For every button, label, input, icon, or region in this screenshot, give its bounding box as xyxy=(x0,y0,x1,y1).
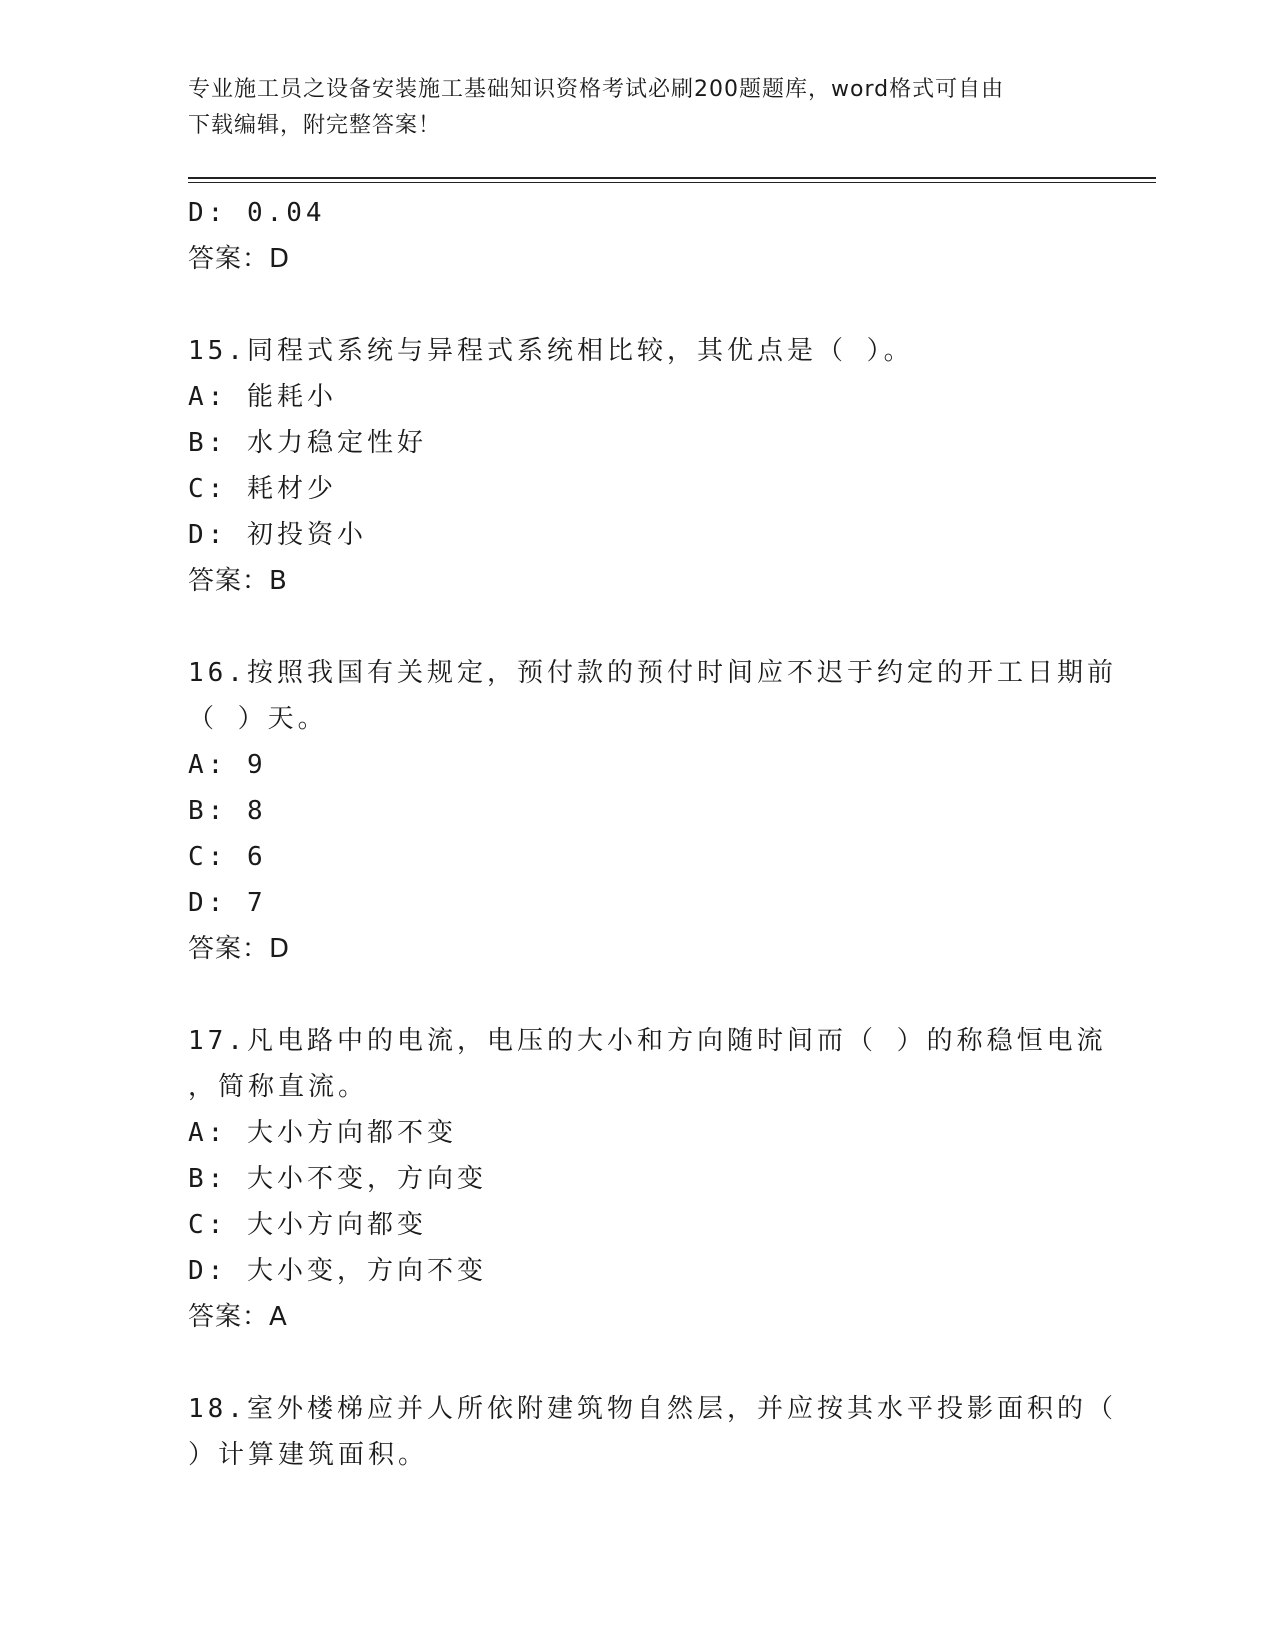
answer: 答案：B xyxy=(188,566,288,596)
option-a: A: 能耗小 xyxy=(188,382,337,412)
question-list xyxy=(188,190,1117,1478)
question-stem-line-2: （ ）天。 xyxy=(188,704,328,734)
option-b: B: 8 xyxy=(188,796,267,826)
option-a: A: 9 xyxy=(188,750,267,780)
document-header xyxy=(188,72,1078,144)
option-d: D: 7 xyxy=(188,888,267,918)
option-a: A: 大小方向都不变 xyxy=(188,1118,457,1148)
option-c: C: 6 xyxy=(188,842,267,872)
question-stem-line-2: ，简称直流。 xyxy=(188,1072,369,1102)
header-line-2: 下载编辑，附完整答案！ xyxy=(188,113,442,138)
option-d: D: 初投资小 xyxy=(188,520,367,550)
question-stem-line-1: 18.室外楼梯应并人所依附建筑物自然层，并应按其水平投影面积的（ xyxy=(188,1394,1117,1424)
option-d: D: 大小变，方向不变 xyxy=(188,1256,487,1286)
answer: 答案：D xyxy=(188,244,291,274)
question-17 xyxy=(188,1018,1107,1340)
option-b: B: 大小不变，方向变 xyxy=(188,1164,487,1194)
header-rule-thick xyxy=(188,177,1156,179)
question-14 xyxy=(188,190,1088,282)
question-stem: 15.同程式系统与异程式系统相比较，其优点是（ ）。 xyxy=(188,336,914,366)
header-rule-thin xyxy=(188,182,1156,183)
option-d: D: 0.04 xyxy=(188,198,326,228)
option-b: B: 水力稳定性好 xyxy=(188,428,427,458)
answer: 答案：D xyxy=(188,934,291,964)
option-c: C: 耗材少 xyxy=(188,474,337,504)
question-16 xyxy=(188,650,1117,972)
option-c: C: 大小方向都变 xyxy=(188,1210,427,1240)
answer: 答案：A xyxy=(188,1302,288,1332)
header-line-1: 专业施工员之设备安装施工基础知识资格考试必刷200题题库，word格式可自由 xyxy=(188,77,1005,102)
question-15 xyxy=(188,328,1088,604)
question-stem-line-1: 17.凡电路中的电流，电压的大小和方向随时间而（ ）的称稳恒电流 xyxy=(188,1026,1107,1056)
question-18 xyxy=(188,1386,1117,1478)
question-stem-line-2: ）计算建筑面积。 xyxy=(188,1440,429,1470)
question-stem-line-1: 16.按照我国有关规定，预付款的预付时间应不迟于约定的开工日期前 xyxy=(188,658,1117,688)
